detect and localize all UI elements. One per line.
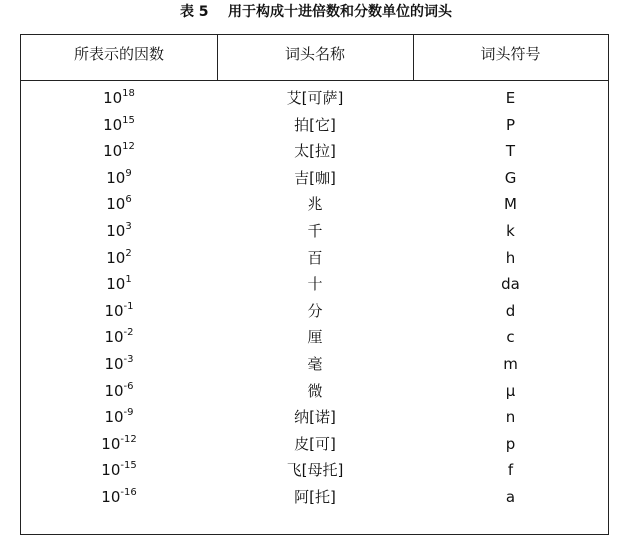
prefix-name-cell: 分 xyxy=(307,301,323,320)
factor-cell xyxy=(21,165,217,192)
header-factor: 所表示的因数 xyxy=(73,45,164,63)
table-row xyxy=(21,191,608,218)
factor-exponent: 15 xyxy=(122,114,135,126)
factor-cell xyxy=(21,85,217,112)
prefix-name-cell: 艾[可萨] xyxy=(286,89,344,107)
factor-exponent: -15 xyxy=(120,460,137,472)
table-row xyxy=(21,85,608,112)
factor-exponent: 3 xyxy=(125,220,132,232)
factor-cell xyxy=(21,245,217,272)
prefix-symbol-cell: G xyxy=(504,168,517,187)
table-row xyxy=(21,431,608,458)
prefix-symbol-cell: da xyxy=(501,275,520,294)
prefix-name-cell: 皮[可] xyxy=(294,434,336,453)
prefix-name-cell: 吉[咖] xyxy=(294,168,336,187)
factor-base: 10 xyxy=(106,275,126,294)
table-header-row xyxy=(21,35,608,80)
table-body xyxy=(21,85,608,511)
factor-base: 10 xyxy=(104,354,124,373)
factor-cell xyxy=(21,271,217,298)
prefix-table xyxy=(20,34,609,535)
factor-base: 10 xyxy=(106,248,126,267)
factor-base: 10 xyxy=(101,461,121,480)
factor-cell xyxy=(21,351,217,378)
prefix-name-cell: 纳[诺] xyxy=(294,408,336,427)
header-divider xyxy=(413,35,414,81)
factor-cell xyxy=(21,484,217,511)
table-row xyxy=(21,324,608,351)
prefix-symbol-cell: p xyxy=(505,434,516,453)
prefix-name-cell: 千 xyxy=(307,221,323,240)
prefix-name-cell: 拍[它] xyxy=(294,115,336,134)
factor-exponent: -12 xyxy=(120,433,137,445)
factor-exponent: 1 xyxy=(125,274,132,286)
factor-base: 10 xyxy=(103,142,123,161)
factor-exponent: 18 xyxy=(122,88,135,99)
factor-exponent: 9 xyxy=(125,167,132,179)
prefix-symbol-cell: c xyxy=(506,328,515,347)
prefix-name-cell: 毫 xyxy=(307,354,323,373)
prefix-symbol-cell: m xyxy=(503,354,518,373)
table-row xyxy=(21,271,608,298)
factor-exponent: -16 xyxy=(120,486,137,498)
table-row xyxy=(21,351,608,378)
factor-exponent: -2 xyxy=(123,327,134,339)
factor-base: 10 xyxy=(101,434,121,453)
table-row xyxy=(21,112,608,139)
prefix-name-cell: 太[拉] xyxy=(294,142,336,161)
prefix-name-cell: 兆 xyxy=(307,195,323,214)
prefix-name-cell: 飞[母托] xyxy=(286,461,344,480)
prefix-symbol-cell: n xyxy=(505,408,516,427)
header-prefix-symbol: 词头符号 xyxy=(480,45,541,63)
table-row xyxy=(21,165,608,192)
prefix-symbol-cell: h xyxy=(505,248,516,267)
factor-cell xyxy=(21,404,217,431)
factor-base: 10 xyxy=(104,408,124,427)
table-row xyxy=(21,484,608,511)
factor-base: 10 xyxy=(103,89,123,107)
table-row xyxy=(21,378,608,405)
prefix-symbol-cell: μ xyxy=(505,381,516,400)
factor-base: 10 xyxy=(106,168,126,187)
header-divider xyxy=(217,35,218,81)
factor-cell xyxy=(21,191,217,218)
prefix-name-cell: 厘 xyxy=(307,328,323,347)
table-row xyxy=(21,245,608,272)
factor-base: 10 xyxy=(101,487,121,506)
prefix-name-cell: 微 xyxy=(307,381,323,400)
factor-base: 10 xyxy=(104,381,124,400)
factor-base: 10 xyxy=(106,221,126,240)
factor-exponent: 12 xyxy=(122,141,135,153)
table-row xyxy=(21,457,608,484)
prefix-name-cell: 阿[托] xyxy=(294,487,336,506)
factor-cell xyxy=(21,138,217,165)
factor-cell xyxy=(21,218,217,245)
prefix-symbol-cell: f xyxy=(507,461,514,480)
prefix-name-cell: 十 xyxy=(307,275,323,294)
prefix-symbol-cell: d xyxy=(505,301,516,320)
factor-base: 10 xyxy=(106,195,126,214)
prefix-symbol-cell: T xyxy=(505,142,516,161)
table-row xyxy=(21,218,608,245)
table-row xyxy=(21,298,608,325)
factor-cell xyxy=(21,378,217,405)
table-caption: 表 5 用于构成十进倍数和分数单位的词头 xyxy=(179,4,453,20)
prefix-symbol-cell: E xyxy=(505,89,516,107)
factor-cell xyxy=(21,298,217,325)
factor-exponent: -6 xyxy=(123,380,134,392)
factor-exponent: -1 xyxy=(123,300,134,312)
prefix-symbol-cell: k xyxy=(506,221,515,240)
factor-base: 10 xyxy=(104,328,124,347)
header-rule xyxy=(21,80,608,81)
header-prefix-name: 词头名称 xyxy=(284,45,345,63)
factor-base: 10 xyxy=(103,115,123,134)
factor-cell xyxy=(21,431,217,458)
prefix-symbol-cell: M xyxy=(504,195,517,214)
prefix-symbol-cell: P xyxy=(505,115,516,134)
factor-base: 10 xyxy=(104,301,124,320)
factor-exponent: -3 xyxy=(123,353,134,365)
factor-exponent: -9 xyxy=(123,407,134,419)
factor-exponent: 6 xyxy=(125,194,132,206)
prefix-name-cell: 百 xyxy=(307,248,323,267)
factor-cell xyxy=(21,112,217,139)
factor-cell xyxy=(21,324,217,351)
prefix-symbol-cell: a xyxy=(505,487,516,506)
table-row xyxy=(21,404,608,431)
factor-cell xyxy=(21,457,217,484)
table-row xyxy=(21,138,608,165)
factor-exponent: 2 xyxy=(125,247,132,259)
